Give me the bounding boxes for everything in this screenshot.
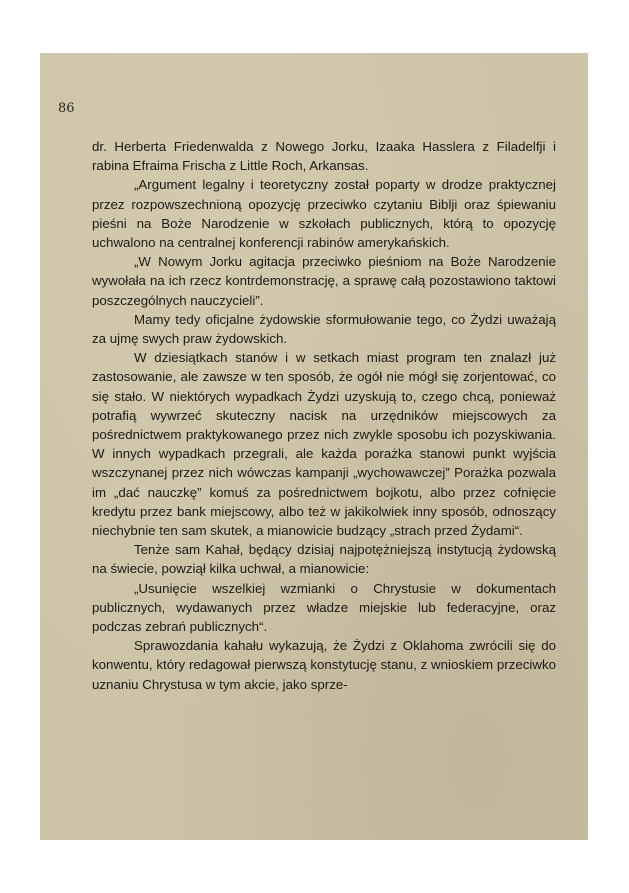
paragraph-7: „Usunięcie wszelkiej wzmianki o Chrystusie w dokumentach publicznych, wydawanych przez władze miejskie lub federacyjne, oraz podczas zebrań publicznych“. bbox=[92, 580, 556, 635]
page-number: 86 bbox=[58, 101, 75, 116]
paragraph-3: „W Nowym Jorku agitacja przeciwko pieśniom na Boże Narodzenie wywołała na ich rzecz kontrdemonstrację, a sprawę całą pozostawiono taktowi poszczególnych nauczycieli”. bbox=[92, 254, 556, 308]
paragraph-6: Tenże sam Kahał, będący dzisiaj najpotężniejszą instytucją żydowską na świecie, powziął kilka uchwał, a mianowicie: bbox=[92, 542, 556, 577]
paragraph-8: Sprawozdania kahału wykazują, że Żydzi z Oklahoma zwrócili się do konwentu, który redagował pierwszą konstytucję stanu, z wnioskiem przeciwko uznaniu Chrystusa w tym akcie, jako sprze- bbox=[92, 638, 556, 692]
paragraph-2: „Argument legalny i teoretyczny został poparty w drodze praktycznej przez rozpowszechnioną opozycję przeciwko czytaniu Biblji oraz śpiewaniu pieśni na Boże Narodzenie w szkołach publicznych, którą to opozycję uchwalono na centralnej konferencji rabinów amerykańskich. bbox=[92, 177, 556, 251]
body-text bbox=[92, 137, 556, 694]
paragraph-4: Mamy tedy oficjalne żydowskie sformułowanie tego, co Żydzi uważają za ujmę swych praw żydowskich. bbox=[92, 311, 556, 347]
paragraph-1: dr. Herberta Friedenwalda z Nowego Jorku, Izaaka Hasslera z Filadelfji i rabina Efraima Frischa z Little Roch, Arkansas. bbox=[92, 139, 556, 174]
paragraph-5: W dziesiątkach stanów i w setkach miast program ten znalazł już zastosowanie, ale zawsze w ten sposób, że ogół nie mógł się zorjentować, co się stało. W niektórych wypadkach Żydzi uzyskują to, czego chcą, ponieważ potrafią wywrzeć skuteczny nacisk na urzędników miejscowych za pośrednictwem praktykowanego przez nich zwykle sposobu ich pozyskiwania. W innych wypadkach przegrali, ale każda porażka stanowi punkt wyjścia wszczynanej przez nich wówczas kampanji „wychowawczej” Porażka pozwala im „dać nauczkę” komuś za pośrednictwem bojkotu, albo przez cofnięcie kredytu przez bank miejscowy, albo też w jakikolwiek inny sposób, odnoszący niechybnie ten sam skutek, a mianowicie budzący „strach przed Żydami“. bbox=[92, 350, 556, 539]
